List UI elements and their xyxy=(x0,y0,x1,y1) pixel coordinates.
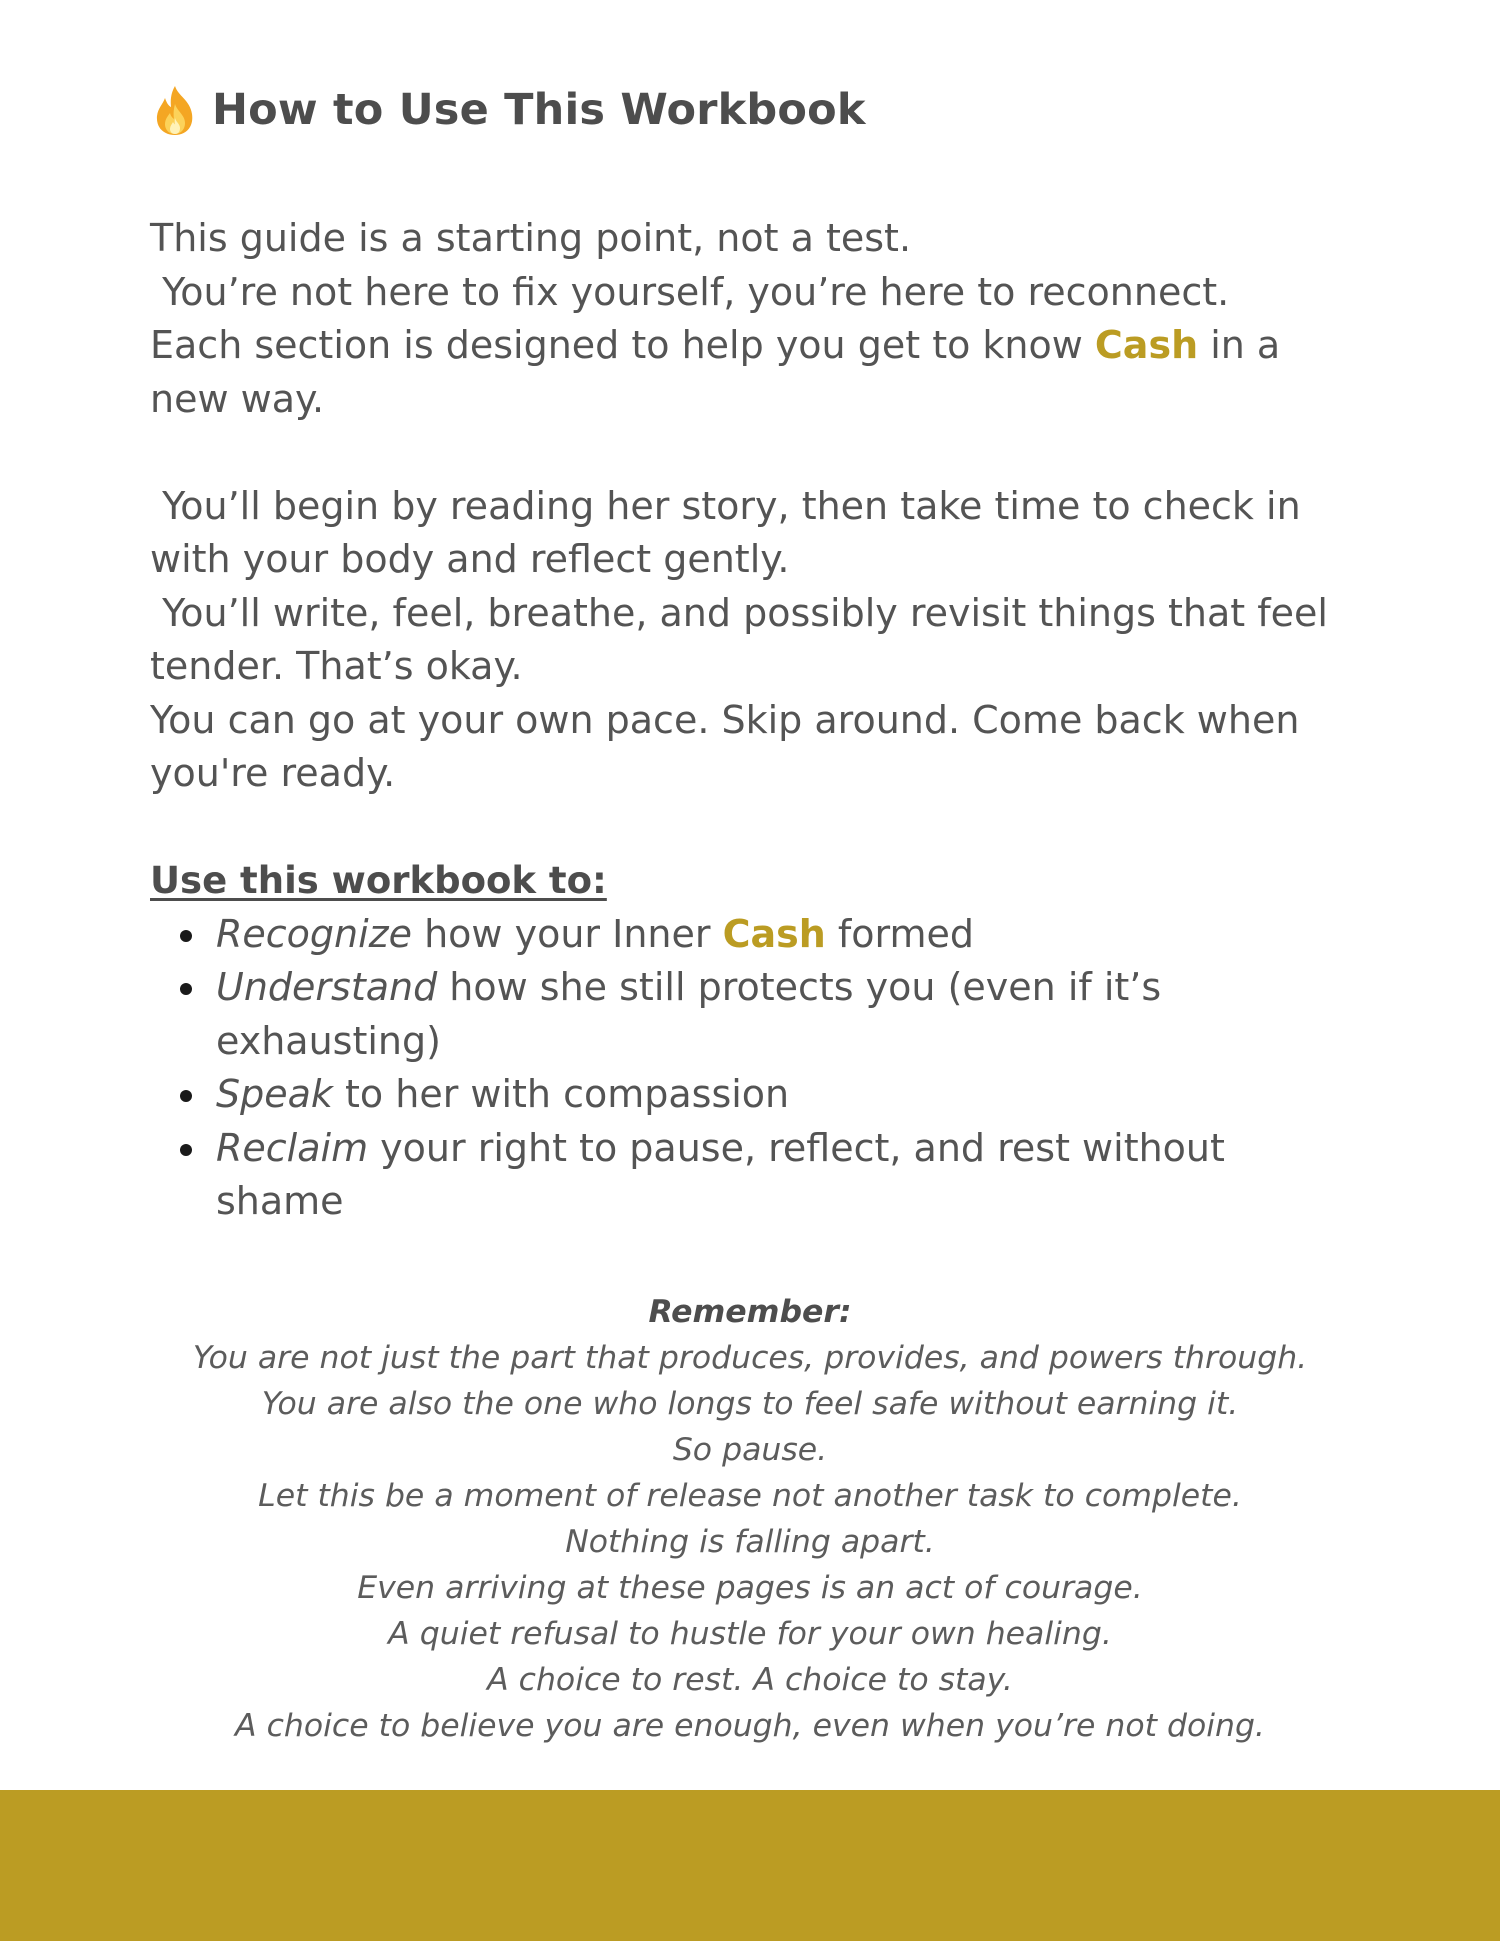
remember-line: Let this be a moment of release not another task to complete. xyxy=(258,1477,1242,1514)
remember-line: You are also the one who longs to feel safe without earning it. xyxy=(261,1385,1239,1422)
list-item-text: how your Inner xyxy=(412,911,723,956)
fire-icon xyxy=(150,84,200,136)
list-item-text: your right to pause, reflect, and rest without shame xyxy=(216,1125,1225,1223)
bullet-icon xyxy=(180,1090,192,1102)
page-content xyxy=(150,78,1350,1749)
list-item xyxy=(216,1122,1350,1229)
remember-line: A choice to believe you are enough, even when you’re not doing. xyxy=(235,1707,1265,1744)
list-item-text: how she still protects you (even if it’s exhausting) xyxy=(216,965,1162,1063)
bullet-icon xyxy=(180,1144,192,1156)
intro-line: You’ll begin by reading her story, then take time to check in with your body and reflect gently. xyxy=(150,483,1313,581)
list-item-verb: Speak xyxy=(216,1072,333,1116)
uses-heading: Use this workbook to: xyxy=(150,859,607,902)
list-item xyxy=(216,961,1350,1068)
cash-name: Cash xyxy=(1094,323,1199,367)
intro-text-segment: Each section is designed to help you get to know xyxy=(150,323,1095,367)
intro-text-segment: in a new way. xyxy=(150,323,1293,421)
list-item xyxy=(216,908,1350,962)
remember-line: A quiet refusal to hustle for your own healing. xyxy=(388,1615,1112,1652)
list-item-text: to her with compassion xyxy=(332,1072,790,1116)
remember-line: A choice to rest. A choice to stay. xyxy=(487,1661,1013,1698)
intro-line: This guide is a starting point, not a test. xyxy=(150,216,912,260)
uses-list xyxy=(150,908,1350,1229)
page-title: How to Use This Workbook xyxy=(212,85,866,135)
remember-line: Nothing is falling apart. xyxy=(565,1523,935,1560)
bullet-icon xyxy=(180,930,192,942)
list-item xyxy=(216,1068,1350,1122)
list-item-verb: Recognize xyxy=(216,911,413,956)
page-header xyxy=(150,78,1350,142)
remember-heading: Remember: xyxy=(648,1293,852,1330)
remember-line: You are not just the part that produces, provides, and powers through. xyxy=(192,1339,1308,1376)
paragraph-gap xyxy=(150,426,1350,480)
remember-line: Even arriving at these pages is an act of courage. xyxy=(357,1569,1143,1606)
intro-line xyxy=(150,319,1350,426)
footer-bar xyxy=(0,1790,1500,1941)
intro-line: You can go at your own pace. Skip around. Come back when you're ready. xyxy=(150,697,1312,795)
list-item-text: formed xyxy=(825,911,974,956)
intro-line: You’re not here to fix yourself, you’re here to reconnect. xyxy=(150,269,1230,314)
intro-line: You’ll write, feel, breathe, and possibly revisit things that feel tender. That’s okay. xyxy=(150,590,1341,688)
cash-name: Cash xyxy=(722,911,826,956)
list-item-verb: Reclaim xyxy=(216,1125,369,1170)
remember-block xyxy=(150,1289,1350,1749)
intro-text xyxy=(150,212,1350,801)
bullet-icon xyxy=(180,983,192,995)
list-item-verb: Understand xyxy=(216,965,438,1009)
remember-line: So pause. xyxy=(672,1431,828,1468)
